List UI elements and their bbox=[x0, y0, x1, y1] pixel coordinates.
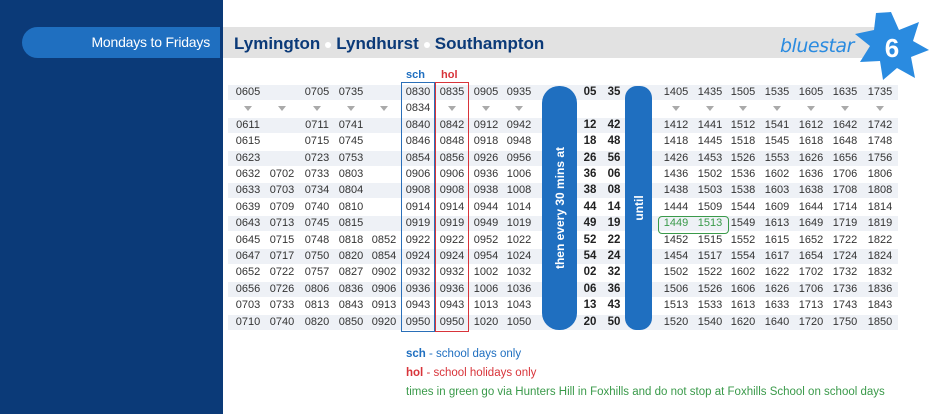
departure-time: 1006 bbox=[473, 282, 499, 295]
minutes-past-hour: 50 bbox=[607, 315, 621, 328]
departure-time: 1535 bbox=[764, 86, 790, 98]
departure-time: 1545 bbox=[764, 135, 790, 148]
departure-time: 0943 bbox=[405, 299, 431, 312]
departure-time: 1836 bbox=[867, 282, 893, 295]
departure-time: 1736 bbox=[832, 282, 858, 295]
departure-time: 1014 bbox=[506, 200, 532, 213]
departure-time: 1622 bbox=[764, 266, 790, 279]
minutes-past-hour: 19 bbox=[607, 217, 621, 230]
route-origin: Lymington bbox=[234, 34, 321, 53]
departure-time: 1050 bbox=[506, 315, 532, 328]
departure-time: 1022 bbox=[506, 233, 532, 246]
departure-time: 1043 bbox=[506, 299, 532, 312]
does-not-stop-icon bbox=[876, 106, 884, 111]
does-not-stop-icon bbox=[739, 106, 747, 111]
route-star-icon bbox=[852, 10, 930, 82]
departure-time: 0709 bbox=[269, 200, 295, 213]
minutes-past-hour: 26 bbox=[583, 151, 597, 164]
departure-time: 0942 bbox=[506, 118, 532, 131]
departure-time: 0710 bbox=[235, 315, 261, 328]
departure-time: 1538 bbox=[730, 184, 756, 197]
departure-time: 1714 bbox=[832, 200, 858, 213]
departure-time: 1814 bbox=[867, 200, 893, 213]
departure-time: 0906 bbox=[371, 282, 397, 295]
departure-time: 0711 bbox=[305, 118, 329, 131]
departure-time: 1019 bbox=[506, 217, 532, 230]
departure-time: 1620 bbox=[730, 315, 756, 328]
departure-time: 0813 bbox=[304, 299, 330, 312]
departure-time: 1748 bbox=[867, 135, 893, 148]
departure-time: 0950 bbox=[439, 315, 465, 328]
departure-time: 1505 bbox=[730, 86, 756, 98]
departure-time: 1806 bbox=[867, 168, 893, 180]
note-green-text: times in green go via Hunters Hill in Foxhills and do not stop at Foxhills School on school days bbox=[406, 386, 885, 398]
minutes-past-hour: 02 bbox=[583, 266, 597, 279]
departure-time: 0806 bbox=[304, 282, 330, 295]
departure-time: 0715 bbox=[304, 135, 330, 148]
departure-time: 1602 bbox=[764, 168, 790, 180]
departure-time: 0810 bbox=[338, 200, 364, 213]
departure-time: 1656 bbox=[832, 151, 858, 164]
departure-time: 1654 bbox=[798, 250, 824, 262]
departure-time: 0645 bbox=[235, 233, 261, 246]
departure-time: 0703 bbox=[269, 184, 295, 197]
departure-time: 0656 bbox=[235, 282, 261, 295]
departure-time: 0848 bbox=[439, 135, 465, 148]
departure-time: 0830 bbox=[405, 86, 431, 98]
departure-time: 0740 bbox=[304, 200, 330, 213]
departure-time: 1444 bbox=[663, 200, 689, 213]
minutes-past-hour: 18 bbox=[583, 135, 597, 148]
departure-time: 1724 bbox=[832, 250, 858, 262]
departure-time: 1013 bbox=[473, 299, 499, 312]
departure-time: 1720 bbox=[798, 315, 824, 328]
frequency-text: then every 30 mins at bbox=[552, 146, 567, 270]
departure-time: 1452 bbox=[663, 233, 689, 246]
departure-time: 1613 bbox=[764, 217, 790, 230]
departure-time: 1612 bbox=[798, 118, 824, 131]
departure-time: 0914 bbox=[405, 200, 431, 213]
minutes-past-hour: 24 bbox=[607, 250, 621, 262]
departure-time: 0633 bbox=[235, 184, 261, 197]
departure-time: 0605 bbox=[235, 86, 261, 98]
departure-time: 1020 bbox=[473, 315, 499, 328]
sch-column-label: sch bbox=[406, 69, 425, 81]
departure-time: 0713 bbox=[269, 217, 295, 230]
days-tab bbox=[22, 27, 220, 58]
minutes-past-hour: 52 bbox=[583, 233, 597, 246]
route-destination: Southampton bbox=[434, 34, 545, 53]
departure-time: 0803 bbox=[338, 168, 364, 180]
minutes-past-hour: 48 bbox=[607, 135, 621, 148]
minutes-past-hour: 12 bbox=[583, 118, 597, 131]
departure-time: 1436 bbox=[663, 168, 689, 180]
departure-time: 1742 bbox=[867, 118, 893, 131]
departure-time: 0745 bbox=[338, 135, 364, 148]
departure-time: 0935 bbox=[506, 86, 532, 98]
departure-time: 1602 bbox=[730, 266, 756, 279]
departure-time: 0733 bbox=[304, 168, 330, 180]
minutes-past-hour: 14 bbox=[607, 200, 621, 213]
departure-time: 0827 bbox=[338, 266, 364, 279]
departure-time: 0943 bbox=[439, 299, 465, 312]
note-sch bbox=[406, 348, 521, 360]
departure-time: 1520 bbox=[663, 315, 689, 328]
departure-time: 0735 bbox=[338, 86, 364, 98]
until-text: until bbox=[631, 195, 646, 221]
departure-time: 1549 bbox=[730, 217, 756, 230]
departure-time: 0908 bbox=[439, 184, 465, 197]
departure-time: 1412 bbox=[663, 118, 689, 131]
minutes-past-hour: 13 bbox=[583, 299, 597, 312]
departure-time: 0906 bbox=[439, 168, 465, 180]
departure-time: 0938 bbox=[473, 184, 499, 197]
departure-time: 1006 bbox=[506, 168, 532, 180]
departure-time: 0722 bbox=[269, 266, 295, 279]
departure-time: 1540 bbox=[697, 315, 723, 328]
route-via: Lyndhurst bbox=[336, 34, 419, 53]
departure-time: 1536 bbox=[730, 168, 756, 180]
departure-time: 1706 bbox=[798, 282, 824, 295]
departure-time: 1735 bbox=[867, 86, 893, 98]
departure-time: 1719 bbox=[832, 217, 858, 230]
note-hol-text: - school holidays only bbox=[423, 367, 537, 379]
departure-time: 0936 bbox=[439, 282, 465, 295]
stop-list-panel bbox=[0, 0, 223, 414]
departure-time: 1552 bbox=[730, 233, 756, 246]
separator-dot-icon bbox=[424, 42, 430, 48]
departure-time: 1706 bbox=[832, 168, 858, 180]
departure-time: 1032 bbox=[506, 266, 532, 279]
departure-time: 0856 bbox=[439, 151, 465, 164]
departure-time: 1503 bbox=[697, 184, 723, 197]
departure-time: 0924 bbox=[405, 250, 431, 262]
departure-time: 0948 bbox=[506, 135, 532, 148]
does-not-stop-icon bbox=[841, 106, 849, 111]
departure-time: 1756 bbox=[867, 151, 893, 164]
separator-dot-icon bbox=[325, 42, 331, 48]
departure-time: 0914 bbox=[439, 200, 465, 213]
departure-time: 0726 bbox=[269, 282, 295, 295]
departure-time: 0715 bbox=[269, 233, 295, 246]
departure-time: 1008 bbox=[506, 184, 532, 197]
departure-time: 1843 bbox=[867, 299, 893, 312]
departure-time: 0846 bbox=[405, 135, 431, 148]
departure-time: 0950 bbox=[405, 315, 431, 328]
departure-time: 1418 bbox=[663, 135, 689, 148]
departure-time: 0936 bbox=[473, 168, 499, 180]
does-not-stop-icon bbox=[278, 106, 286, 111]
minutes-past-hour: 35 bbox=[607, 86, 621, 98]
school-holidays-column-outline bbox=[435, 82, 469, 332]
departure-time: 1518 bbox=[730, 135, 756, 148]
departure-time: 1606 bbox=[730, 282, 756, 295]
departure-time: 1526 bbox=[697, 282, 723, 295]
departure-time: 0745 bbox=[304, 217, 330, 230]
minutes-past-hour: 42 bbox=[607, 118, 621, 131]
minutes-past-hour: 44 bbox=[583, 200, 597, 213]
departure-time: 0836 bbox=[338, 282, 364, 295]
green-times-outline bbox=[658, 216, 729, 234]
departure-time: 0920 bbox=[371, 315, 397, 328]
departure-time: 1441 bbox=[697, 118, 723, 131]
departure-time: 1405 bbox=[663, 86, 689, 98]
minutes-past-hour: 43 bbox=[607, 299, 621, 312]
departure-time: 1750 bbox=[832, 315, 858, 328]
departure-time: 0918 bbox=[473, 135, 499, 148]
departure-time: 0750 bbox=[304, 250, 330, 262]
departure-time: 1636 bbox=[798, 168, 824, 180]
departure-time: 0840 bbox=[405, 118, 431, 131]
departure-time: 1642 bbox=[832, 118, 858, 131]
departure-time: 0835 bbox=[439, 86, 465, 98]
departure-time: 1822 bbox=[867, 233, 893, 246]
departure-time: 0820 bbox=[304, 315, 330, 328]
departure-time: 0717 bbox=[269, 250, 295, 262]
departure-time: 1024 bbox=[506, 250, 532, 262]
departure-time: 0936 bbox=[405, 282, 431, 295]
departure-time: 1513 bbox=[697, 217, 723, 230]
departure-time: 0643 bbox=[235, 217, 261, 230]
minutes-past-hour: 36 bbox=[583, 168, 597, 180]
departure-time: 0703 bbox=[235, 299, 261, 312]
does-not-stop-icon bbox=[807, 106, 815, 111]
departure-time: 1509 bbox=[697, 200, 723, 213]
departure-time: 0944 bbox=[473, 200, 499, 213]
departure-time: 0611 bbox=[236, 118, 260, 131]
departure-time: 0757 bbox=[304, 266, 330, 279]
departure-time: 0954 bbox=[473, 250, 499, 262]
departure-time: 1613 bbox=[730, 299, 756, 312]
departure-time: 1445 bbox=[697, 135, 723, 148]
departure-time: 1644 bbox=[798, 200, 824, 213]
departure-time: 1544 bbox=[730, 200, 756, 213]
note-sch-text: - school days only bbox=[425, 348, 522, 360]
departure-time: 1517 bbox=[697, 250, 723, 262]
departure-time: 0818 bbox=[338, 233, 364, 246]
departure-time: 1617 bbox=[764, 250, 790, 262]
departure-time: 0723 bbox=[304, 151, 330, 164]
departure-time: 1638 bbox=[798, 184, 824, 197]
departure-time: 0741 bbox=[338, 118, 364, 131]
departure-time: 0804 bbox=[338, 184, 364, 197]
departure-time: 1553 bbox=[764, 151, 790, 164]
school-days-column-outline bbox=[401, 82, 435, 332]
route-title bbox=[234, 34, 544, 54]
departure-time: 1506 bbox=[663, 282, 689, 295]
does-not-stop-icon bbox=[672, 106, 680, 111]
departure-time: 1808 bbox=[867, 184, 893, 197]
departure-time: 0647 bbox=[235, 250, 261, 262]
departure-time: 0740 bbox=[269, 315, 295, 328]
departure-time: 0924 bbox=[439, 250, 465, 262]
minutes-past-hour: 56 bbox=[607, 151, 621, 164]
does-not-stop-icon bbox=[380, 106, 388, 111]
departure-time: 1722 bbox=[832, 233, 858, 246]
departure-time: 0932 bbox=[405, 266, 431, 279]
departure-time: 1554 bbox=[730, 250, 756, 262]
minutes-past-hour: 08 bbox=[607, 184, 621, 197]
departure-time: 0913 bbox=[371, 299, 397, 312]
route-number: 6 bbox=[884, 33, 900, 63]
departure-time: 0705 bbox=[304, 86, 330, 98]
departure-time: 0852 bbox=[371, 233, 397, 246]
departure-time: 0820 bbox=[338, 250, 364, 262]
departure-time: 0952 bbox=[473, 233, 499, 246]
minutes-past-hour: 22 bbox=[607, 233, 621, 246]
departure-time: 0843 bbox=[338, 299, 364, 312]
departure-time: 1652 bbox=[798, 233, 824, 246]
departure-time: 0906 bbox=[405, 168, 431, 180]
departure-time: 0926 bbox=[473, 151, 499, 164]
minutes-past-hour: 32 bbox=[607, 266, 621, 279]
departure-time: 0919 bbox=[405, 217, 431, 230]
departure-time: 0908 bbox=[405, 184, 431, 197]
departure-time: 1708 bbox=[832, 184, 858, 197]
hol-column-label: hol bbox=[441, 69, 458, 81]
departure-time: 1522 bbox=[697, 266, 723, 279]
departure-time: 1649 bbox=[798, 217, 824, 230]
departure-time: 1626 bbox=[798, 151, 824, 164]
departure-time: 0834 bbox=[405, 102, 431, 115]
departure-time: 1513 bbox=[663, 299, 689, 312]
departure-time: 1502 bbox=[697, 168, 723, 180]
does-not-stop-icon bbox=[244, 106, 252, 111]
minutes-past-hour: 54 bbox=[583, 250, 597, 262]
departure-time: 1512 bbox=[730, 118, 756, 131]
departure-time: 1526 bbox=[730, 151, 756, 164]
departure-time: 0850 bbox=[338, 315, 364, 328]
departure-time: 1702 bbox=[798, 266, 824, 279]
departure-time: 0753 bbox=[338, 151, 364, 164]
departure-time: 1819 bbox=[867, 217, 893, 230]
departure-time: 1633 bbox=[764, 299, 790, 312]
departure-time: 0652 bbox=[235, 266, 261, 279]
departure-time: 0639 bbox=[235, 200, 261, 213]
departure-time: 1603 bbox=[764, 184, 790, 197]
departure-time: 1002 bbox=[473, 266, 499, 279]
departure-time: 0949 bbox=[473, 217, 499, 230]
departure-time: 1732 bbox=[832, 266, 858, 279]
departure-time: 1618 bbox=[798, 135, 824, 148]
departure-time: 1449 bbox=[663, 217, 689, 230]
departure-time: 1615 bbox=[764, 233, 790, 246]
does-not-stop-icon bbox=[313, 106, 321, 111]
departure-time: 1515 bbox=[697, 233, 723, 246]
departure-time: 1438 bbox=[663, 184, 689, 197]
departure-time: 0733 bbox=[269, 299, 295, 312]
departure-time: 1832 bbox=[867, 266, 893, 279]
departure-time: 1648 bbox=[832, 135, 858, 148]
until-banner bbox=[625, 86, 652, 330]
departure-time: 0956 bbox=[506, 151, 532, 164]
note-sch-key: sch bbox=[406, 348, 426, 360]
departure-time: 0748 bbox=[304, 233, 330, 246]
departure-time: 0623 bbox=[235, 151, 261, 164]
departure-time: 1743 bbox=[832, 299, 858, 312]
departure-time: 1640 bbox=[764, 315, 790, 328]
frequency-banner bbox=[542, 86, 577, 330]
does-not-stop-icon bbox=[515, 106, 523, 111]
minutes-past-hour: 38 bbox=[583, 184, 597, 197]
departure-time: 0815 bbox=[338, 217, 364, 230]
minutes-past-hour: 49 bbox=[583, 217, 597, 230]
departure-time: 1435 bbox=[697, 86, 723, 98]
does-not-stop-icon bbox=[773, 106, 781, 111]
minutes-past-hour: 20 bbox=[583, 315, 597, 328]
departure-time: 1502 bbox=[663, 266, 689, 279]
departure-time: 1635 bbox=[832, 86, 858, 98]
departure-time: 1605 bbox=[798, 86, 824, 98]
departure-time: 0902 bbox=[371, 266, 397, 279]
departure-time: 1626 bbox=[764, 282, 790, 295]
departure-time: 1850 bbox=[867, 315, 893, 328]
note-hol bbox=[406, 367, 536, 379]
departure-time: 1454 bbox=[663, 250, 689, 262]
departure-time: 1541 bbox=[764, 118, 790, 131]
departure-time: 1609 bbox=[764, 200, 790, 213]
departure-time: 1426 bbox=[663, 151, 689, 164]
days-label: Mondays to Fridays bbox=[91, 34, 210, 50]
minutes-past-hour: 36 bbox=[607, 282, 621, 295]
minutes-past-hour: 06 bbox=[607, 168, 621, 180]
minutes-past-hour: 06 bbox=[583, 282, 597, 295]
departure-time: 0922 bbox=[439, 233, 465, 246]
departure-time: 0919 bbox=[439, 217, 465, 230]
departure-time: 1453 bbox=[697, 151, 723, 164]
note-green bbox=[406, 386, 885, 398]
departure-time: 0922 bbox=[405, 233, 431, 246]
does-not-stop-icon bbox=[482, 106, 490, 111]
departure-time: 0615 bbox=[235, 135, 261, 148]
departure-time: 1824 bbox=[867, 250, 893, 262]
note-hol-key: hol bbox=[406, 367, 424, 379]
does-not-stop-icon bbox=[706, 106, 714, 111]
departure-time: 0932 bbox=[439, 266, 465, 279]
departure-time: 0905 bbox=[473, 86, 499, 98]
departure-time: 1713 bbox=[798, 299, 824, 312]
departure-time: 0912 bbox=[473, 118, 499, 131]
brand-logo: bluestar bbox=[780, 35, 854, 57]
departure-time: 0854 bbox=[405, 151, 431, 164]
minutes-past-hour: 05 bbox=[583, 86, 597, 98]
departure-time: 1533 bbox=[697, 299, 723, 312]
departure-time: 0702 bbox=[269, 168, 295, 180]
departure-time: 1036 bbox=[506, 282, 532, 295]
does-not-stop-icon bbox=[347, 106, 355, 111]
departure-time: 0632 bbox=[235, 168, 261, 180]
departure-time: 0842 bbox=[439, 118, 465, 131]
departure-time: 0854 bbox=[371, 250, 397, 262]
departure-time: 0734 bbox=[304, 184, 330, 197]
